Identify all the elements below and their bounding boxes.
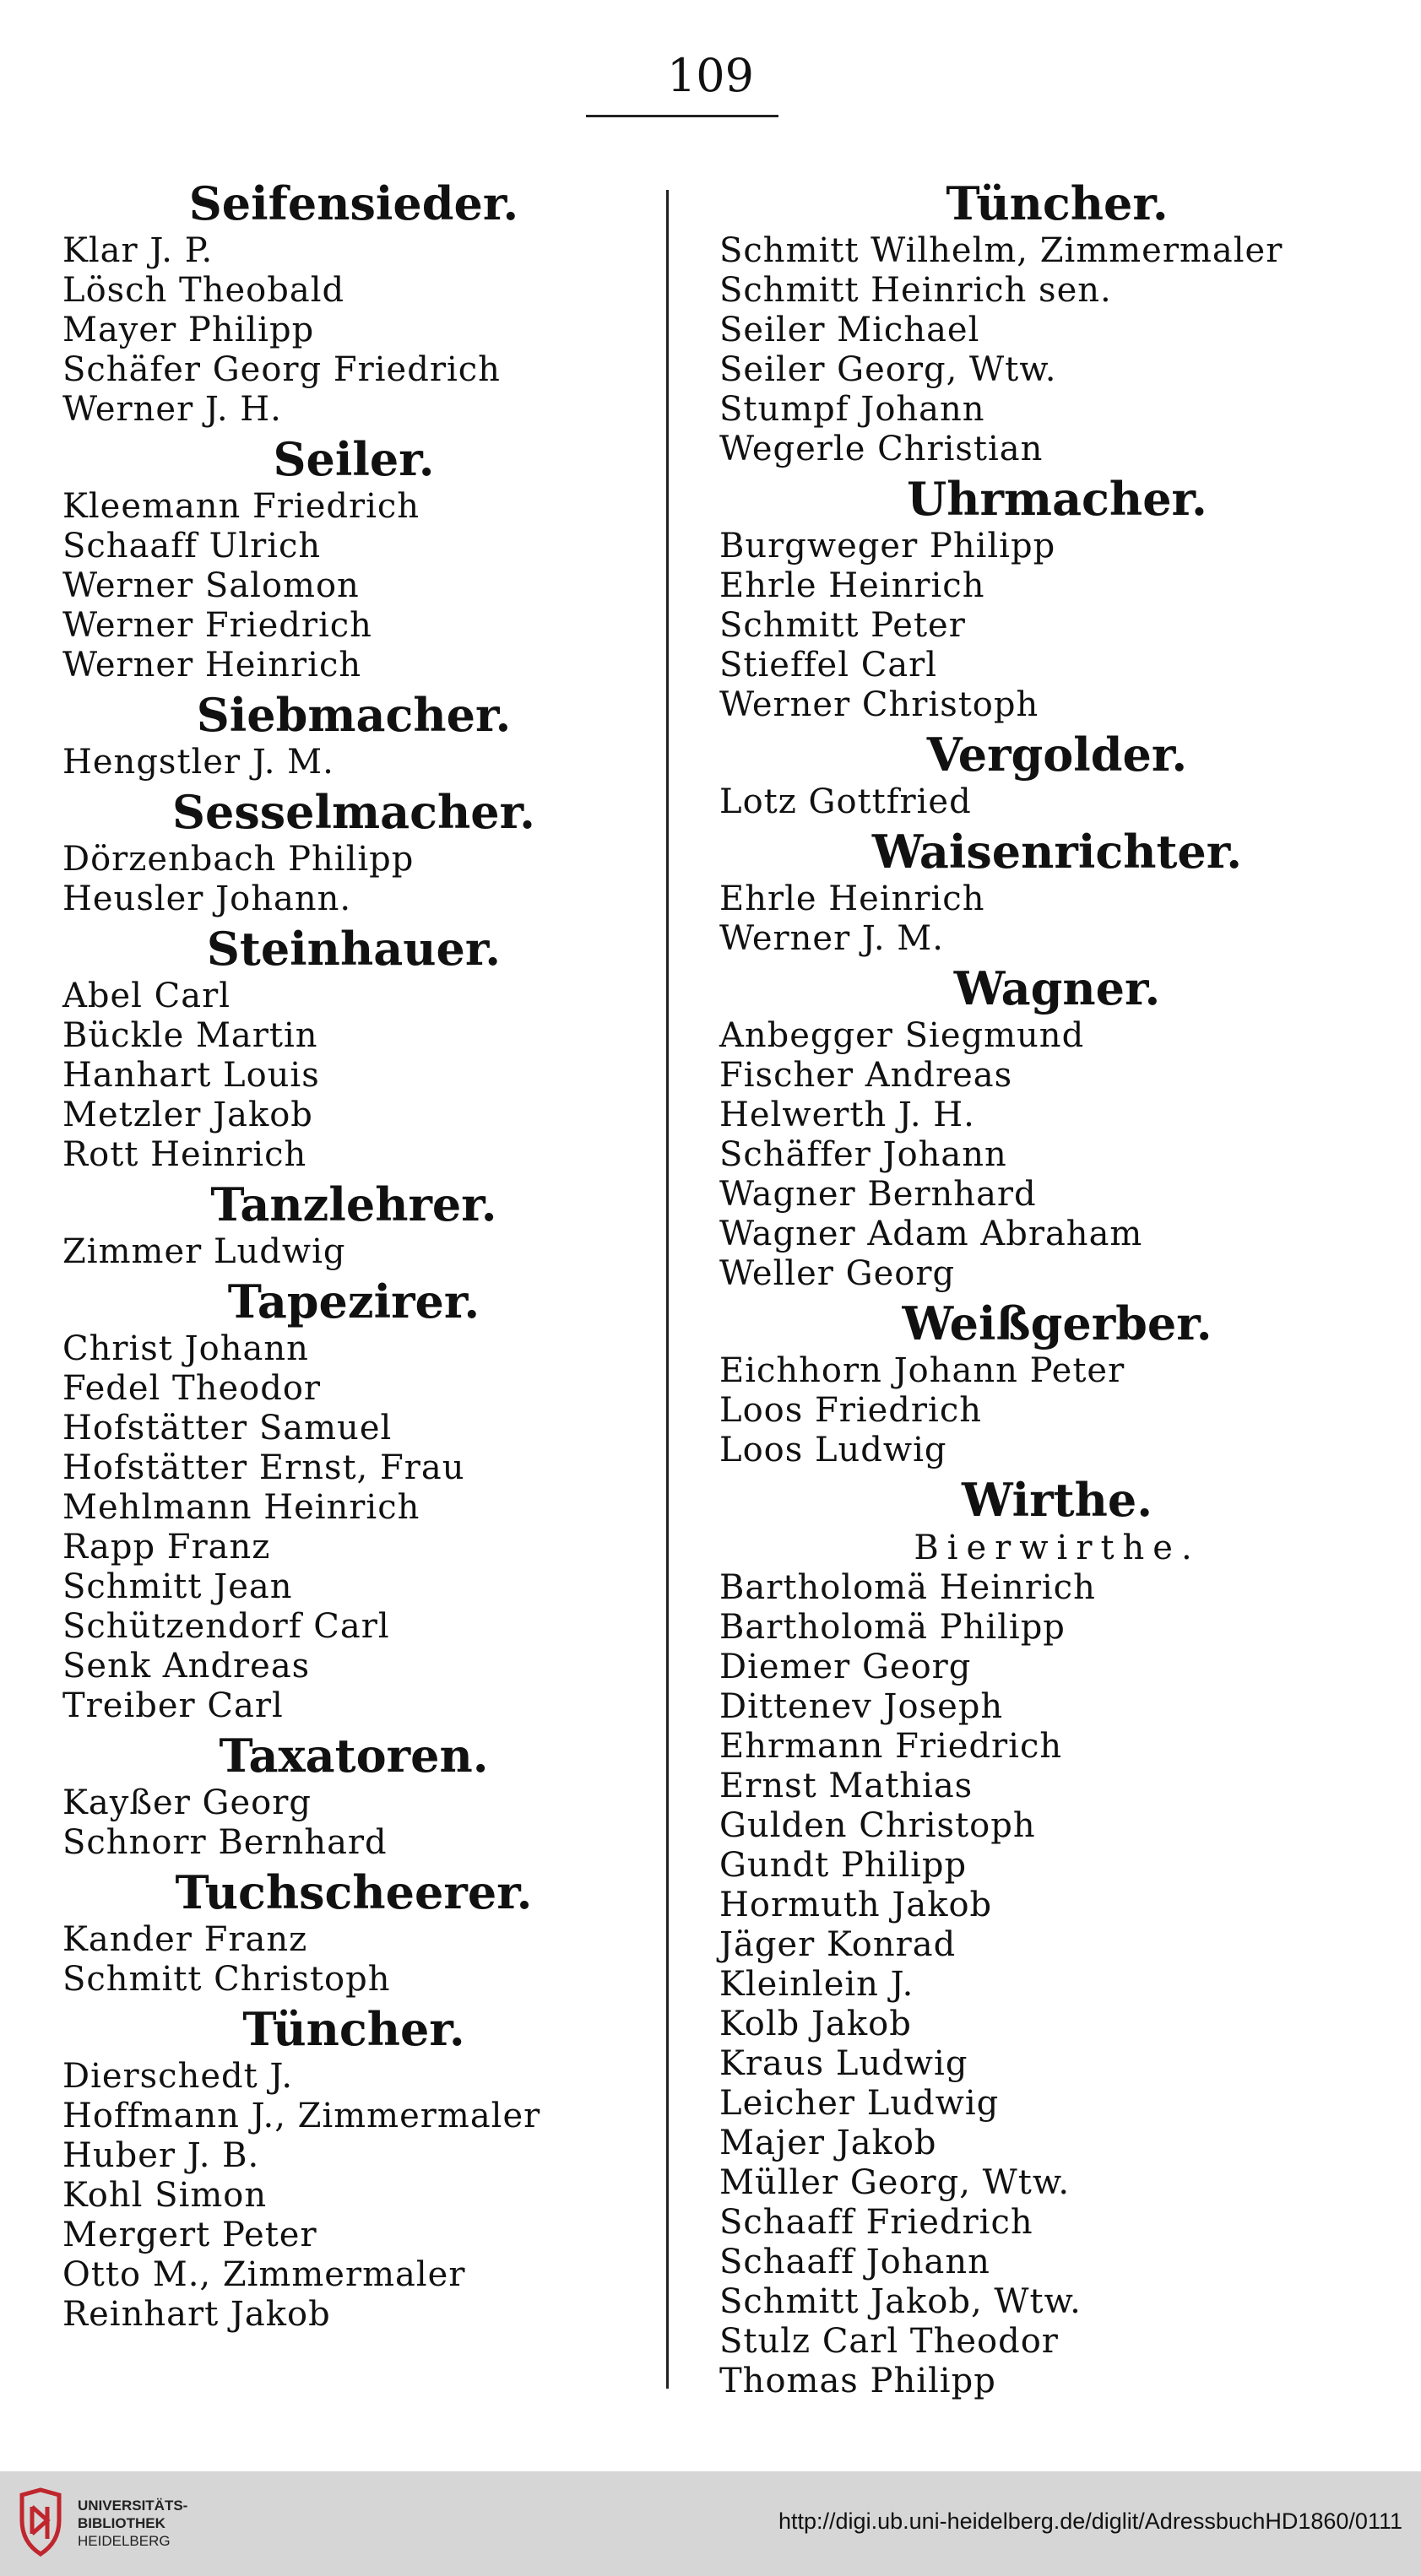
column-divider (666, 190, 669, 2389)
directory-entry: Schmitt Jakob, Wtw. (719, 2282, 1082, 2321)
directory-entry: Senk Andreas (62, 1647, 311, 1686)
directory-entry: Schäffer Johann (719, 1135, 1007, 1174)
section-heading: Tüncher. (946, 176, 1169, 230)
directory-entry: Seiler Georg, Wtw. (719, 350, 1057, 389)
section-heading: Waisenrichter. (871, 825, 1243, 879)
directory-entry: Gulden Christoph (719, 1806, 1036, 1845)
directory-entry: Weller Georg (719, 1254, 956, 1293)
directory-entry: Schnorr Bernhard (62, 1823, 388, 1862)
directory-entry: Schäfer Georg Friedrich (62, 350, 501, 389)
directory-entry: Ernst Mathias (719, 1767, 974, 1805)
section-heading: Wirthe. (961, 1473, 1153, 1527)
directory-entry: Klar J. P. (62, 231, 214, 270)
library-name-line1: UNIVERSITÄTS- (78, 2498, 188, 2514)
directory-entry: Kleemann Friedrich (62, 487, 420, 526)
section-heading: Wagner. (953, 961, 1161, 1015)
directory-entry: Lösch Theobald (62, 271, 345, 310)
directory-entry: Metzler Jakob (62, 1096, 313, 1134)
directory-entry: Mehlmann Heinrich (62, 1488, 420, 1527)
directory-entry: Werner J. M. (719, 919, 944, 958)
directory-entry: Hormuth Jakob (719, 1886, 993, 1924)
section-subheading: Bierwirthe. (914, 1529, 1201, 1567)
directory-entry: Eichhorn Johann Peter (719, 1351, 1125, 1390)
directory-entry: Kolb Jakob (719, 2005, 912, 2043)
directory-entry: Hofstätter Ernst, Frau (62, 1448, 465, 1487)
directory-entry: Kohl Simon (62, 2176, 268, 2215)
section-heading: Uhrmacher. (907, 472, 1207, 526)
directory-entry: Stulz Carl Theodor (719, 2322, 1059, 2361)
directory-entry: Schmitt Peter (719, 606, 966, 645)
directory-entry: Schmitt Jean (62, 1567, 293, 1606)
section-heading: Steinhauer. (206, 922, 502, 976)
section-heading: Tapezirer. (227, 1274, 480, 1329)
directory-entry: Zimmer Ludwig (62, 1232, 346, 1271)
section-heading: Vergolder. (926, 728, 1188, 782)
section-heading: Weißgerber. (902, 1296, 1212, 1350)
section-heading: Seiler. (273, 432, 435, 486)
directory-entry: Ehrle Heinrich (719, 566, 985, 605)
directory-entry: Fedel Theodor (62, 1369, 322, 1408)
directory-entry: Bartholomä Heinrich (719, 1568, 1096, 1607)
directory-entry: Bartholomä Philipp (719, 1608, 1066, 1647)
directory-entry: Stieffel Carl (719, 646, 938, 685)
directory-entry: Dierschedt J. (62, 2057, 294, 2096)
university-library-logo-icon (15, 2487, 66, 2559)
directory-entry: Werner Salomon (62, 566, 360, 605)
left-column (62, 174, 645, 2335)
directory-entry: Kleinlein J. (719, 1965, 914, 2004)
directory-entry: Leicher Ludwig (719, 2084, 1000, 2123)
directory-entry: Treiber Carl (62, 1686, 284, 1725)
directory-entry: Jäger Konrad (719, 1925, 957, 1964)
directory-entry: Wegerle Christian (719, 430, 1044, 468)
directory-entry: Rott Heinrich (62, 1135, 307, 1174)
directory-entry: Schmitt Heinrich sen. (719, 271, 1112, 310)
directory-entry: Hengstler J. M. (62, 743, 334, 782)
directory-entry: Abel Carl (62, 977, 231, 1015)
directory-entry: Werner Heinrich (62, 646, 362, 685)
directory-entry: Wagner Adam Abraham (719, 1215, 1143, 1253)
section-heading: Seifensieder. (188, 176, 519, 230)
directory-entry: Majer Jakob (719, 2124, 937, 2162)
directory-entry: Rapp Franz (62, 1528, 271, 1567)
directory-entry: Werner Christoph (719, 685, 1039, 724)
directory-entry: Thomas Philipp (719, 2362, 996, 2400)
directory-entry: Ehrle Heinrich (719, 879, 985, 918)
library-name-line3: HEIDELBERG (78, 2533, 171, 2549)
directory-entry: Hoffmann J., Zimmermaler (62, 2097, 541, 2135)
directory-entry: Werner Friedrich (62, 606, 372, 645)
directory-entry: Ehrmann Friedrich (719, 1727, 1063, 1766)
directory-entry: Reinhart Jakob (62, 2295, 331, 2334)
section-heading: Tuchscheerer. (175, 1865, 533, 1919)
directory-entry: Dörzenbach Philipp (62, 840, 415, 879)
directory-entry: Hanhart Louis (62, 1056, 320, 1095)
directory-entry: Mayer Philipp (62, 311, 315, 349)
directory-entry: Kayßer Georg (62, 1783, 312, 1822)
directory-entry: Werner J. H. (62, 390, 282, 429)
directory-entry: Helwerth J. H. (719, 1096, 975, 1134)
footer-bar (0, 2471, 1421, 2576)
page-number-rule (586, 115, 778, 117)
directory-entry: Loos Friedrich (719, 1391, 982, 1430)
directory-entry: Anbegger Siegmund (719, 1016, 1085, 1055)
directory-entry: Huber J. B. (62, 2136, 260, 2175)
directory-entry: Schützendorf Carl (62, 1607, 390, 1646)
section-heading: Sesselmacher. (172, 785, 535, 839)
directory-entry: Schaaff Johann (719, 2243, 990, 2281)
directory-entry: Schaaff Ulrich (62, 527, 322, 566)
directory-entry: Seiler Michael (719, 311, 980, 349)
directory-entry: Heusler Johann. (62, 879, 352, 918)
directory-entry: Lotz Gottfried (719, 782, 972, 821)
library-name (78, 2497, 187, 2550)
library-name-line2: BIBLIOTHEK (78, 2515, 165, 2531)
directory-entry: Kander Franz (62, 1920, 308, 1959)
directory-entry: Loos Ludwig (719, 1431, 947, 1469)
directory-entry: Stumpf Johann (719, 390, 985, 429)
section-heading: Tanzlehrer. (210, 1177, 497, 1231)
directory-entry: Schmitt Wilhelm, Zimmermaler (719, 231, 1283, 270)
directory-entry: Kraus Ludwig (719, 2044, 968, 2083)
directory-entry: Gundt Philipp (719, 1846, 968, 1885)
section-heading: Taxatoren. (219, 1729, 489, 1783)
page-number: 109 (666, 49, 755, 102)
source-url-link[interactable]: http://digi.ub.uni-heidelberg.de/diglit/AdressbuchHD1860/0111 (778, 2508, 1402, 2534)
directory-entry: Diemer Georg (719, 1648, 972, 1686)
directory-entry: Christ Johann (62, 1329, 309, 1368)
directory-entry: Bückle Martin (62, 1016, 318, 1055)
right-column (719, 174, 1395, 2401)
directory-entry: Schmitt Christoph (62, 1960, 391, 1999)
directory-entry: Hofstätter Samuel (62, 1409, 393, 1448)
directory-entry: Schaaff Friedrich (719, 2203, 1033, 2242)
section-heading: Siebmacher. (196, 688, 512, 742)
directory-entry: Fischer Andreas (719, 1056, 1013, 1095)
directory-entry: Burgweger Philipp (719, 527, 1056, 566)
directory-entry: Otto M., Zimmermaler (62, 2255, 466, 2294)
directory-entry: Wagner Bernhard (719, 1175, 1037, 1214)
directory-entry: Mergert Peter (62, 2216, 317, 2254)
section-heading: Tüncher. (242, 2002, 465, 2056)
directory-entry: Dittenev Joseph (719, 1687, 1004, 1726)
directory-entry: Müller Georg, Wtw. (719, 2163, 1071, 2202)
